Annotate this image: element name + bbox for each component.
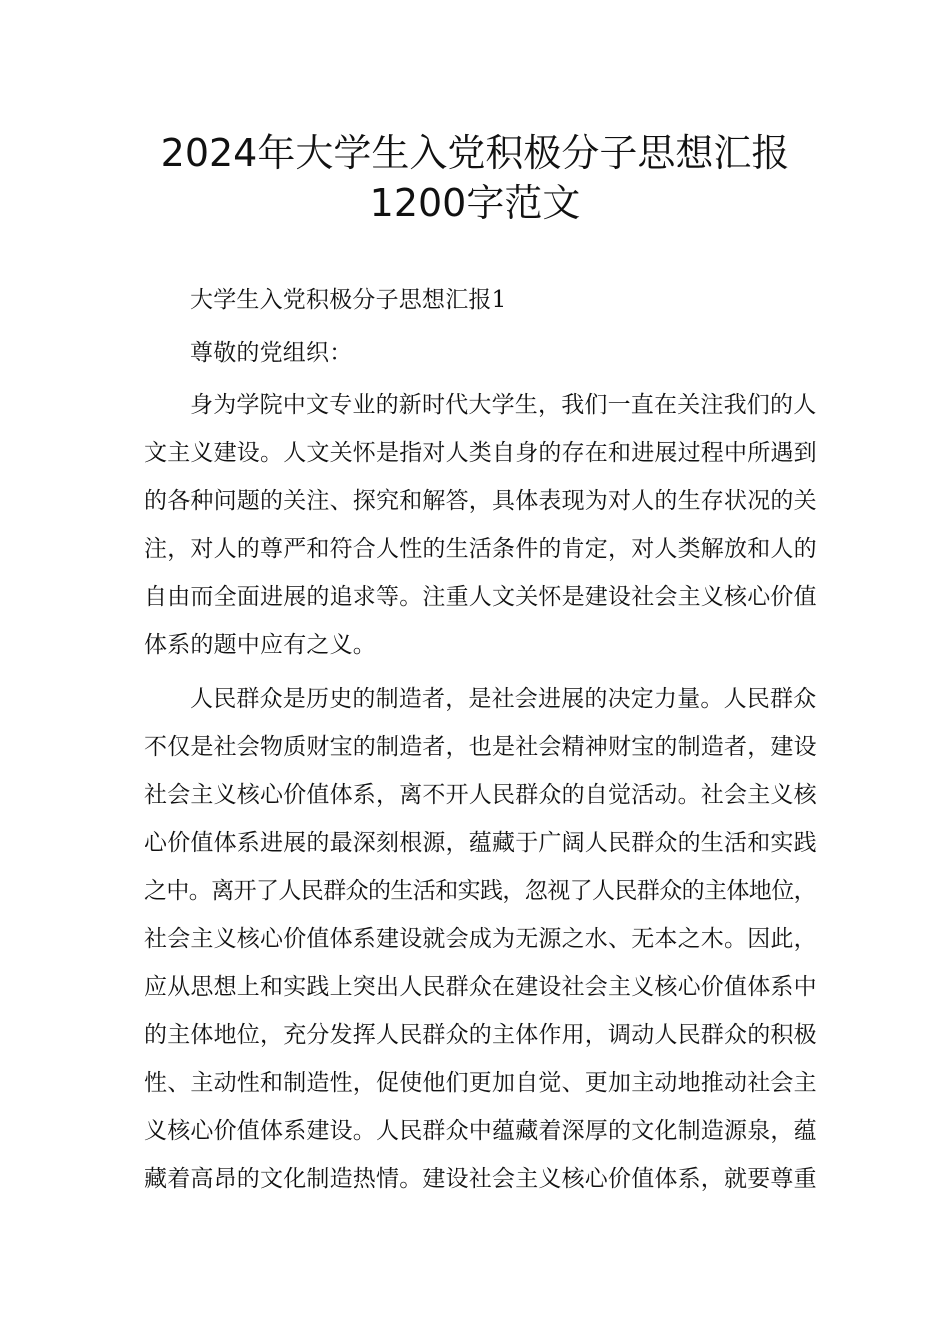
paragraph-line: 的各种问题的关注、探究和解答，具体表现为对人的生存状况的关: [144, 488, 817, 514]
paragraph-line: 义核心价值体系建设。人民群众中蕴藏着深厚的文化制造源泉，蕴: [144, 1118, 817, 1144]
paragraph-line: 社会主义核心价值体系，离不开人民群众的自觉活动。社会主义核: [144, 782, 817, 808]
paragraph-line: 心价值体系进展的最深刻根源，蕴藏于广阔人民群众的生活和实践: [144, 830, 817, 856]
paragraph-line: 性、主动性和制造性，促使他们更加自觉、更加主动地推动社会主: [144, 1070, 817, 1096]
paragraph-line: 文主义建设。人文关怀是指对人类自身的存在和进展过程中所遇到: [144, 440, 817, 466]
paragraph-line: 体系的题中应有之义。: [144, 632, 376, 658]
paragraph-line: 自由而全面进展的追求等。注重人文关怀是建设社会主义核心价值: [144, 584, 817, 610]
paragraph-line: 应从思想上和实践上突出人民群众在建设社会主义核心价值体系中: [144, 974, 817, 1000]
paragraph-line: 社会主义核心价值体系建设就会成为无源之水、无本之木。因此，: [144, 926, 817, 952]
paragraph-line: 的主体地位，充分发挥人民群众的主体作用，调动人民群众的积极: [144, 1022, 817, 1048]
paragraph-line: 藏着高昂的文化制造热情。建设社会主义核心价值体系，就要尊重: [144, 1166, 817, 1192]
paragraph-line: 不仅是社会物质财宝的制造者，也是社会精神财宝的制造者，建设: [144, 734, 817, 760]
document-title-line-1: 2024年大学生入党积极分子思想汇报: [160, 131, 790, 175]
document-title-line-2: 1200字范文: [369, 181, 581, 225]
section-heading: 大学生入党积极分子思想汇报1: [190, 287, 507, 313]
paragraph-line: 身为学院中文专业的新时代大学生，我们一直在关注我们的人: [190, 392, 817, 418]
salutation: 尊敬的党组织：: [190, 340, 353, 366]
paragraph-line: 注，对人的尊严和符合人性的生活条件的肯定，对人类解放和人的: [144, 536, 817, 562]
paragraph-line: 人民群众是历史的制造者，是社会进展的决定力量。人民群众: [190, 686, 817, 712]
paragraph-line: 之中。离开了人民群众的生活和实践，忽视了人民群众的主体地位，: [144, 878, 817, 904]
